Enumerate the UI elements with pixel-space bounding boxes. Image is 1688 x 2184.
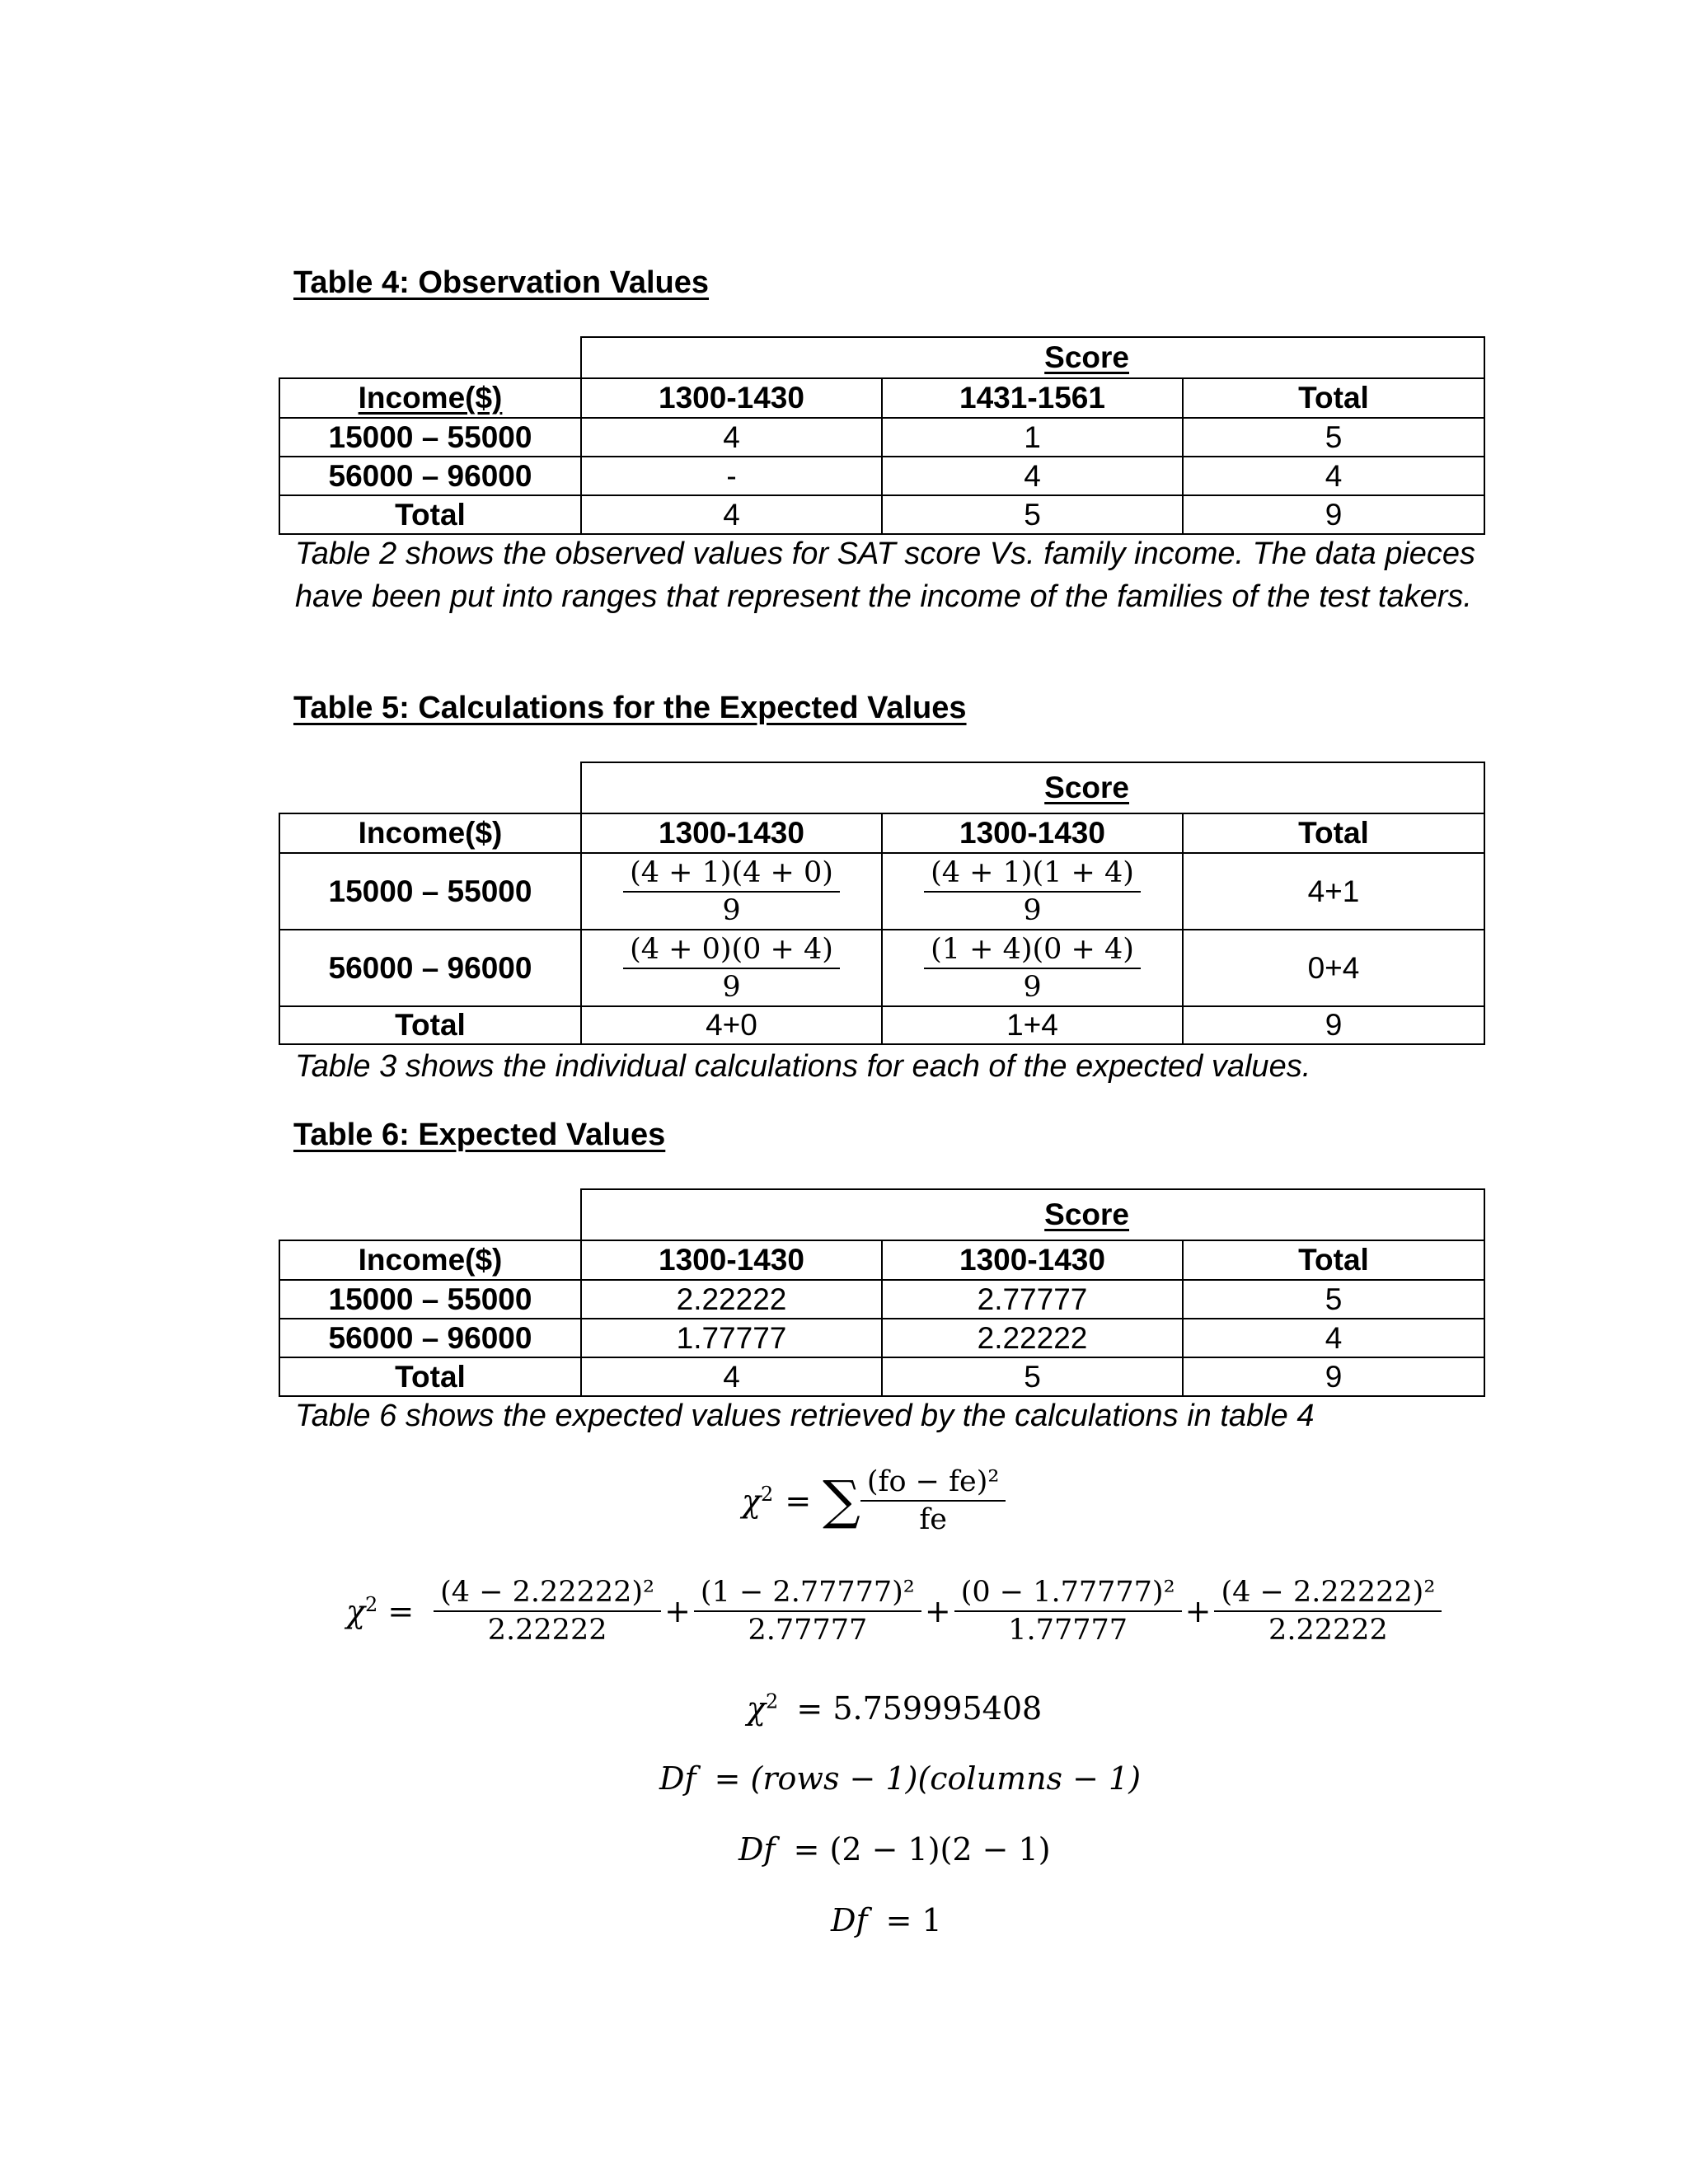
fraction [924,855,1141,929]
plus-sign: + [924,1593,951,1629]
table-cell: 9 [1183,1006,1484,1044]
chi-square-expansion [346,1574,1442,1648]
equals-sign: = [387,1593,415,1629]
score-header: Score [581,762,1484,813]
denominator: 9 [1023,970,1042,1004]
fraction [924,931,1141,1005]
income-header: Income($) [279,378,581,418]
fraction [623,931,840,1005]
score-header: Score [581,1189,1484,1240]
fraction [694,1574,921,1648]
row-label: 56000 – 96000 [279,457,581,495]
table-cell: 2.77777 [882,1280,1183,1319]
row-label: Total [279,495,581,534]
df-expression: = (2 − 1)(2 − 1) [793,1831,1051,1868]
fraction-cell [581,930,882,1006]
column-header: 1300-1430 [882,813,1183,853]
df-label: Df [738,1831,776,1868]
numerator: (4 − 2.22222)² [1214,1574,1442,1612]
table-cell: 4 [1183,1319,1484,1357]
table-cell: 1+4 [882,1006,1183,1044]
row-label: 15000 – 55000 [279,418,581,457]
table-cell: 4+1 [1183,853,1484,930]
denominator: 9 [722,893,741,927]
df-result [831,1902,942,1938]
fraction [1214,1574,1442,1648]
df-label: Df [831,1902,868,1938]
row-label: 56000 – 96000 [279,930,581,1006]
table-cell: 4 [1183,457,1484,495]
table-cell: 4 [882,457,1183,495]
denominator: 9 [722,970,741,1004]
table4-title: Table 4: Observation Values [293,265,710,300]
table-cell: 5 [1183,418,1484,457]
numerator: (fo − fe)² [860,1464,1006,1502]
fraction [860,1464,1006,1538]
fraction-cell [882,853,1183,930]
income-header: Income($) [279,1240,581,1280]
plus-sign: + [664,1593,691,1629]
chi-symbol: $\chi^2$ [747,1690,779,1727]
denominator: 1.77777 [1008,1614,1128,1647]
blank-corner [279,762,581,813]
table6-caption: Table 6 shows the expected values retrieved by the calculations in table 4 [295,1399,1315,1433]
numerator: (1 − 2.77777)² [694,1574,921,1612]
fraction [623,855,840,929]
denominator: 9 [1023,893,1042,927]
table-cell: 4 [581,418,882,457]
numerator: (4 + 1)(1 + 4) [924,855,1141,893]
score-header: Score [581,337,1484,378]
table6-title: Table 6: Expected Values [293,1118,666,1152]
column-header: 1431-1561 [882,378,1183,418]
column-header: 1300-1430 [581,378,882,418]
blank-corner [279,337,581,378]
df-substitution [738,1831,1051,1868]
blank-corner [279,1189,581,1240]
table-cell: 5 [882,495,1183,534]
column-header: Total [1183,378,1484,418]
table-cell: 1.77777 [581,1319,882,1357]
sigma-icon: ∑ [823,1470,860,1531]
table-cell: 0+4 [1183,930,1484,1006]
table5-caption: Table 3 shows the individual calculations for each of the expected values. [295,1049,1311,1084]
numerator: (1 + 4)(0 + 4) [924,931,1141,969]
row-label: Total [279,1006,581,1044]
fraction-cell [581,853,882,930]
table4-caption: Table 2 shows the observed values for SAT score Vs. family income. The data pieces have been put into ranges that represent the income of the families of the test takers. [295,537,1476,614]
column-header: 1300-1430 [581,813,882,853]
row-label: 15000 – 55000 [279,853,581,930]
denominator: fe [919,1503,947,1536]
expected-values-table [279,1188,1485,1397]
chi-square-general-formula [742,1464,1006,1538]
denominator: 2.22222 [487,1614,607,1647]
table-cell: 5 [882,1357,1183,1396]
denominator: 2.77777 [748,1614,868,1647]
table-cell: 5 [1183,1280,1484,1319]
df-formula [659,1760,1141,1797]
column-header: 1300-1430 [581,1240,882,1280]
table-cell: 4 [581,495,882,534]
table-cell: 2.22222 [581,1280,882,1319]
column-header: Total [1183,813,1484,853]
numerator: (4 − 2.22222)² [434,1574,661,1612]
df-label: Df [659,1760,696,1797]
df-value: = 1 [885,1902,942,1938]
row-label: 56000 – 96000 [279,1319,581,1357]
plus-sign: + [1184,1593,1212,1629]
df-expression: = (rows − 1)(columns − 1) [714,1760,1142,1797]
table-cell: 9 [1183,495,1484,534]
chi-symbol: $\chi^2$ [742,1482,774,1520]
income-header: Income($) [279,813,581,853]
result-value: = 5.759995408 [796,1690,1043,1727]
column-header: 1300-1430 [882,1240,1183,1280]
numerator: (0 − 1.77777)² [954,1574,1182,1612]
fraction-cell [882,930,1183,1006]
table5-title: Table 5: Calculations for the Expected Values [293,691,967,725]
chi-square-result [747,1690,1042,1727]
table-cell: 9 [1183,1357,1484,1396]
table-cell: 2.22222 [882,1319,1183,1357]
expected-calculation-table [279,762,1485,1045]
column-header: Total [1183,1240,1484,1280]
fraction [434,1574,661,1648]
chi-symbol: $\chi^2$ [346,1592,378,1630]
equals-sign: = [785,1483,812,1519]
denominator: 2.22222 [1268,1614,1388,1647]
table-cell: 4+0 [581,1006,882,1044]
table-cell: - [581,457,882,495]
fraction [954,1574,1182,1648]
row-label: 15000 – 55000 [279,1280,581,1319]
numerator: (4 + 0)(0 + 4) [623,931,840,969]
table-cell: 1 [882,418,1183,457]
observation-table [279,336,1485,535]
numerator: (4 + 1)(4 + 0) [623,855,840,893]
row-label: Total [279,1357,581,1396]
table-cell: 4 [581,1357,882,1396]
